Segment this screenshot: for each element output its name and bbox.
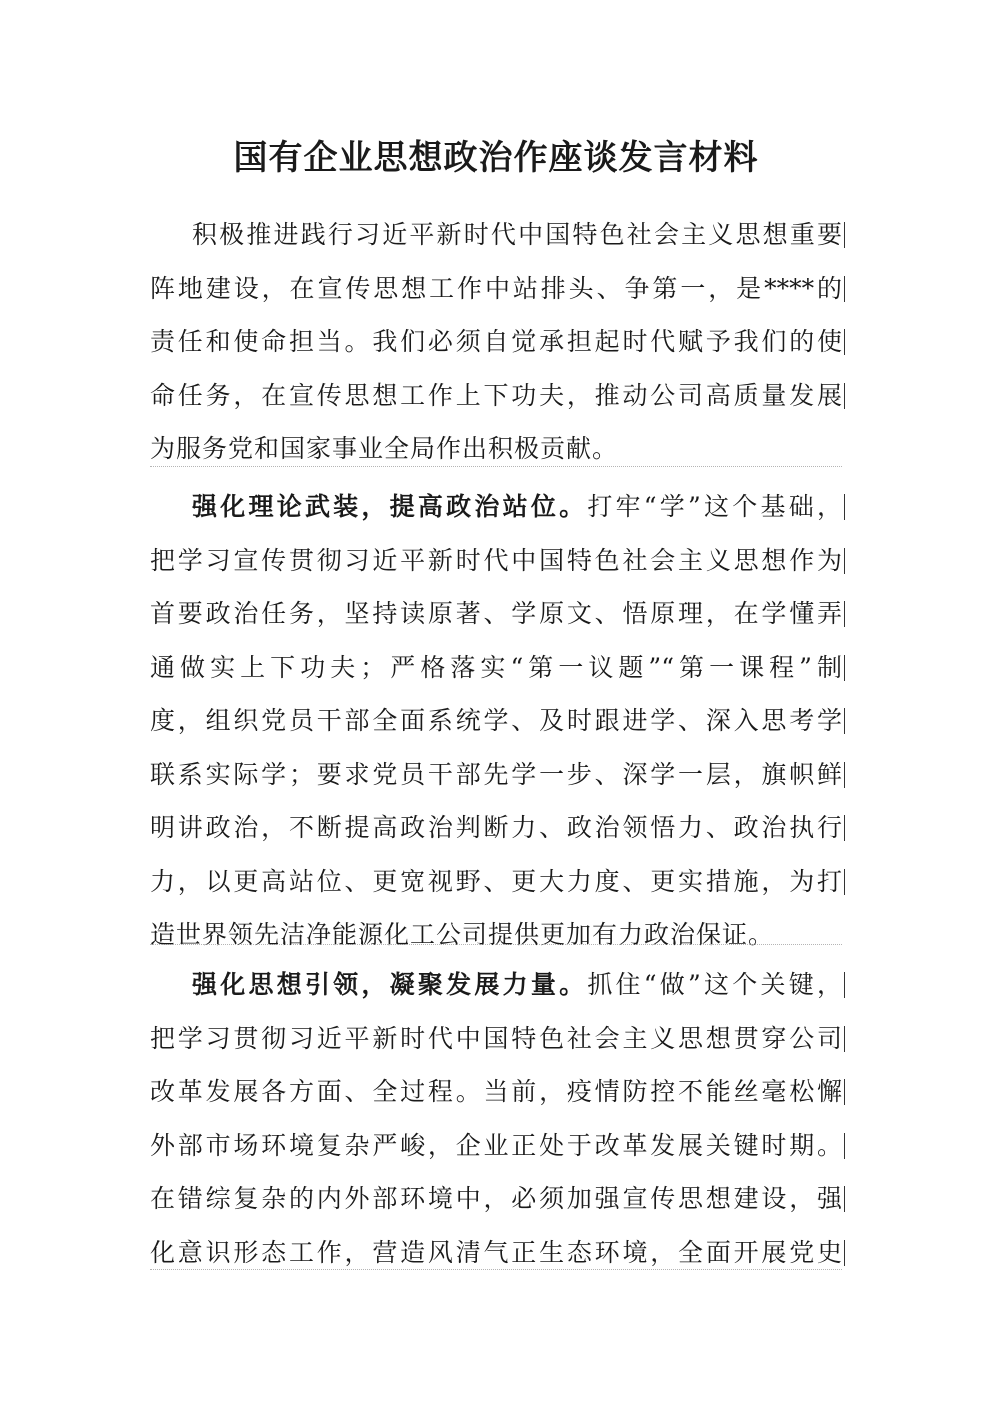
line-text: 化意识形态工作，营造风清气正生态环境，全面开展党史 <box>150 1237 842 1267</box>
line-text: 抓住“做”这个关键， <box>587 970 842 999</box>
text-line <box>150 422 842 476</box>
line-text: 打牢“学”这个基础， <box>587 492 842 521</box>
line-end-marker <box>844 1133 845 1159</box>
text-line <box>150 1226 842 1280</box>
line-end-marker <box>844 548 845 574</box>
line-text: 在错综复杂的内外部环境中，必须加强宣传思想建设，强 <box>150 1184 842 1213</box>
text-line <box>150 262 842 316</box>
paragraph-intro <box>150 208 842 476</box>
line-end-marker <box>844 1186 845 1212</box>
line-end-marker <box>844 383 845 409</box>
text-line <box>150 534 842 588</box>
line-text: 把学习宣传贯彻习近平新时代中国特色社会主义思想作为 <box>150 545 842 575</box>
paragraph-separator <box>150 944 842 945</box>
paragraph-separator <box>150 466 842 467</box>
line-text: 阵地建设，在宣传思想工作中站排头、争第一，是****的 <box>150 273 842 303</box>
line-end-marker <box>844 276 845 302</box>
line-text: 联系实际学；要求党员干部先学一步、深学一层，旗帜鲜 <box>150 759 842 789</box>
text-line <box>150 1119 842 1173</box>
text-line <box>150 694 842 748</box>
line-end-marker <box>844 655 845 681</box>
line-end-marker <box>844 494 845 520</box>
line-text: 为服务党和国家事业全局作出积极贡献。 <box>150 434 619 463</box>
text-line <box>150 748 842 802</box>
line-text: 改革发展各方面、全过程。当前，疫情防控不能丝毫松懈 <box>150 1077 842 1106</box>
paragraph-heading: 强化理论武装，提高政治站位。 <box>192 492 588 521</box>
text-line <box>150 587 842 641</box>
line-end-marker <box>844 329 845 355</box>
paragraph-guidance <box>150 958 842 1279</box>
line-text: 造世界领先洁净能源化工公司提供更加有力政治保证。 <box>150 920 775 949</box>
text-line <box>150 480 842 534</box>
text-line <box>150 958 842 1012</box>
line-text: 力，以更高站位、更宽视野、更大力度、更实措施，为打 <box>150 866 842 896</box>
line-end-marker <box>844 762 845 788</box>
line-end-marker <box>844 601 845 627</box>
line-end-marker <box>844 222 845 248</box>
text-line <box>150 641 842 695</box>
line-end-marker <box>844 1079 845 1105</box>
text-line <box>150 315 842 369</box>
line-text: 积极推进践行习近平新时代中国特色社会主义思想重要 <box>192 220 842 249</box>
text-line <box>150 1172 842 1226</box>
text-line <box>150 208 842 262</box>
line-text: 度，组织党员干部全面系统学、及时跟进学、深入思考学 <box>150 706 842 735</box>
text-line <box>150 1065 842 1119</box>
line-text: 通做实上下功夫；严格落实“第一议题”“第一课程”制 <box>150 652 842 682</box>
line-text: 明讲政治，不断提高政治判断力、政治领悟力、政治执行 <box>150 813 842 842</box>
paragraph-theory <box>150 480 842 962</box>
text-line <box>150 908 842 962</box>
text-line <box>150 855 842 909</box>
line-text: 命任务，在宣传思想工作上下功夫，推动公司高质量发展 <box>150 380 842 410</box>
line-end-marker <box>844 1240 845 1266</box>
line-end-marker <box>844 869 845 895</box>
line-end-marker <box>844 1026 845 1052</box>
line-end-marker <box>844 815 845 841</box>
line-text: 首要政治任务，坚持读原著、学原文、悟原理，在学懂弄 <box>150 599 842 628</box>
document-title: 国有企业思想政治作座谈发言材料 <box>233 138 759 178</box>
line-text: 把学习贯彻习近平新时代中国特色社会主义思想贯穿公司 <box>150 1023 842 1053</box>
text-line <box>150 801 842 855</box>
line-end-marker <box>844 972 845 998</box>
text-line <box>150 369 842 423</box>
line-text: 外部市场环境复杂严峻，企业正处于改革发展关键时期。 <box>150 1130 842 1160</box>
paragraph-heading: 强化思想引领，凝聚发展力量。 <box>192 970 588 999</box>
line-text: 责任和使命担当。我们必须自觉承担起时代赋予我们的使 <box>150 327 842 356</box>
line-end-marker <box>844 708 845 734</box>
text-line <box>150 1012 842 1066</box>
paragraph-separator <box>150 1269 842 1270</box>
